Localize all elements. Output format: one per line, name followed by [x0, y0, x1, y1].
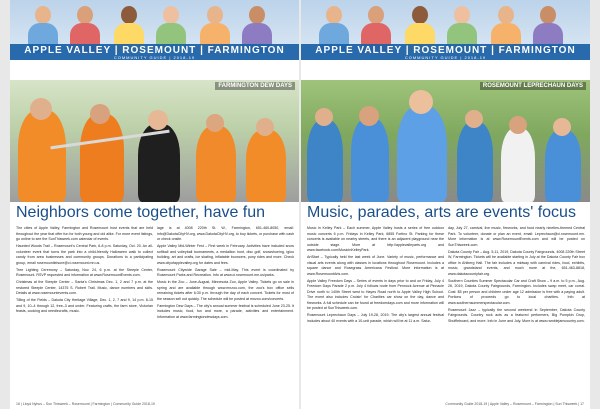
paragraph: day, July 27, carnival, live music, fireworks, and food nearly nineties-themed Central Park. To volunteer, donate or plan an event, email: Leprechaun@ci.rosemount.mn. More information is at www.RosemountEvents.com and will be posted on SunThisweek.com. — [448, 226, 585, 247]
paragraph: Rosemount Citywide Garage Sale – mid-May. This event is coordinated by Rosemount Parks and Recreation. Info at www.ci.rosemount.mn.us/parks. — [157, 267, 294, 277]
left-article-body — [16, 226, 294, 322]
dew-days-photo — [10, 80, 299, 202]
right-column-1 — [307, 226, 444, 326]
paragraph: The cities of Apple Valley, Farmington and Rosemount host events that are held throughout the year that offer fun for both young and old alike. For more event listings, go online to see the SunThisweek.com calendar of events. — [16, 226, 153, 241]
paragraph: Tilling of the Fields – Dakota City Heritage Village, Dec. 1, 2, 7 and 9, 14 p.m. 8-15 and 9, 10–4 through 12, free–3 and under. Featuring crafts, the farm store, Victorian feasts, cooking and needlecrafts, music. — [16, 298, 153, 313]
right-footer — [301, 400, 590, 409]
right-article-body — [307, 226, 585, 326]
paragraph: Music in Kelley Park – Each summer, Apple Valley hosts a series of free outdoor music concerts 6 p.m. Fridays in Kelley Park, 6855 Fortino St. Parking for these concerts is available on nearby streets, and there is an adjacent playground near the outside stage. More at http://applevalleyarts.org and www.facebook.com/MusicInKelleyPark. — [307, 226, 444, 252]
newspaper-spread — [10, 0, 590, 409]
banner-guide-label: COMMUNITY GUIDE | 2018-19 — [113, 55, 196, 60]
left-footer — [10, 400, 299, 409]
footer-text-right: Community Guide 2018-19 | Apple Valley – Rosemount – Farmington | Sun Thisweek | 17 — [445, 402, 584, 406]
paragraph: Apple Valley Mid-Winter Fest – First week in February. Activities have included snow softball and volleyball tournaments, a medallion hunt, disc golf, snowshoeing, igloo building, art and crafts, ice skating, inflatable bouncers, pony rides and more. Check www.cityofapplevalley.org for dates and fees. — [157, 244, 294, 265]
left-page — [10, 0, 299, 409]
paragraph: Rosemount Jazz – typically the second weekend in September, Dakota County Fairgrounds. Country rock acts as a featured performers, Big Pumpkin Drop, Shuffleboard, and more. Info in June and July. More is at www.ramblejamcountry.com. — [448, 307, 585, 323]
banner-cities: APPLE VALLEY | ROSEMOUNT | FARMINGTON — [315, 45, 576, 56]
paragraph: Dakota County Fair – Aug. 5-11, 2019, Dakota County Fairgrounds, 4008 220th Street W, Farmington. Tickets will be available starting in July at the Dakota County Fair box office in Ahlberg Hall. The fair includes a midway with carnival rides, food, exhibits, music, grandstand events, and much more at the, 651-463-8818, www.dakotacountyfair.org. — [448, 249, 585, 276]
paragraph: Christmas at the Steeple Center – Santa's Christmas Dec. 1, 2 and 7 p.m. at the restored Steeple Center, 14375 S. Robert Trail. Music, dance numbers and skits. Details at www.rosemountevents.com. — [16, 280, 153, 295]
paragraph: Haunted Woods Trail – Rosemount's Central Park, 6-8 p.m. Saturday, Oct. 20. An all-volunteer event that turns the park into a child-friendly Halloween walk to collect candy from area businesses and community groups. Donations to a participating group, email rosemountleisure@ci.rosemount.mn.us. — [16, 244, 153, 265]
paragraph: Music in the Zoo – June-August, Minnesota Zoo, Apple Valley. Tickets go on sale in spring and are available through www.mnzoo.com, the zoo's box office sells remaining tickets after 6:30 p.m. through the day of each concert. Tickets for most of the season sell out quickly. The schedule will be posted at mnzoo.com/concerts. — [157, 280, 294, 301]
photo-caption: ROSEMOUNT LEPRECHAUN DAYS — [480, 82, 586, 90]
paragraph: Southern Counties Summer Spectacular Car and Craft Show – 9 a.m. to 5 p.m., Aug. 26, 2019, Dakota County Fairgrounds, Farmington. Includes swap meet, car corral. Cost: $5 per person and children under age 12 admission is free with a paying adult. Portions of proceeds go to local charities. Info at www.southernsummerspectacular.com. — [448, 278, 585, 305]
footer-text: 16 | Lloyd Nyhus – Sun Thisweek – Rosemount | Farmington | Community Guide 2018-19 — [16, 402, 155, 406]
right-page — [301, 0, 590, 409]
paragraph: Tree Lighting Ceremony – Saturday, Nov. 24, 6 p.m. at the Steeple Center, Rosemount. RSVP requested and information at www.RosemountEvents.com. — [16, 267, 153, 277]
paragraph: Rosemount Leprechaun Days – July 19-28, 2019. The city's largest annual festival includes about 40 events with a 10-unit parade, which will be at 11 a.m. Satur- — [307, 313, 444, 323]
banner-guide-label: COMMUNITY GUIDE | 2018-19 — [404, 55, 487, 60]
paragraph: Farmington Dew Days – The city's annual summer festival is scheduled June 23-25. It includes music, food, fun and more, a parade, activities and entertainment. Information at www.farmingtondewdays.com. — [157, 303, 294, 319]
left-column-2 — [157, 226, 294, 322]
left-headline: Neighbors come together, have fun — [16, 204, 266, 221]
paragraph: Apple Valley Freedom Days – Series of events in days prior to and on Friday, July 4 Freedom Days Parade 2 p.m. July 4 follows route from Pennock Avenue at Pinnacle Drive north to 140th Street west to Hayes Road north to Apple Valley High School. The event also includes Cruisin' for Charities car show on the day, dance and fireworks. A full schedule can be found at freedomdays.com and more information will be posted at SunThisweek.com. — [307, 278, 444, 310]
left-banner — [10, 0, 299, 60]
right-banner — [301, 0, 590, 60]
right-headline: Music, parades, arts are events' focus — [307, 204, 576, 221]
left-column-1 — [16, 226, 153, 322]
paragraph: ArtStart – Typically held the last week of June. Variety of music, performance and visual arts events along with classes in locations throughout Rosemount. Includes a square dance and Rosegrass Americana Festival. More information is at www.RosemountArts.com. — [307, 255, 444, 276]
paragraph: lage is at 4008 220th St. W., Farmington, 651-460-8050, email: info@DakotaCityHV.org, www.DakotaCityHV.org, to buy tickets, or purchase with cash or check onsite. — [157, 226, 294, 241]
right-column-2 — [448, 226, 585, 326]
photo-caption: FARMINGTON DEW DAYS — [215, 82, 295, 90]
banner-cities: APPLE VALLEY | ROSEMOUNT | FARMINGTON — [24, 45, 285, 56]
leprechaun-days-photo — [301, 80, 590, 202]
